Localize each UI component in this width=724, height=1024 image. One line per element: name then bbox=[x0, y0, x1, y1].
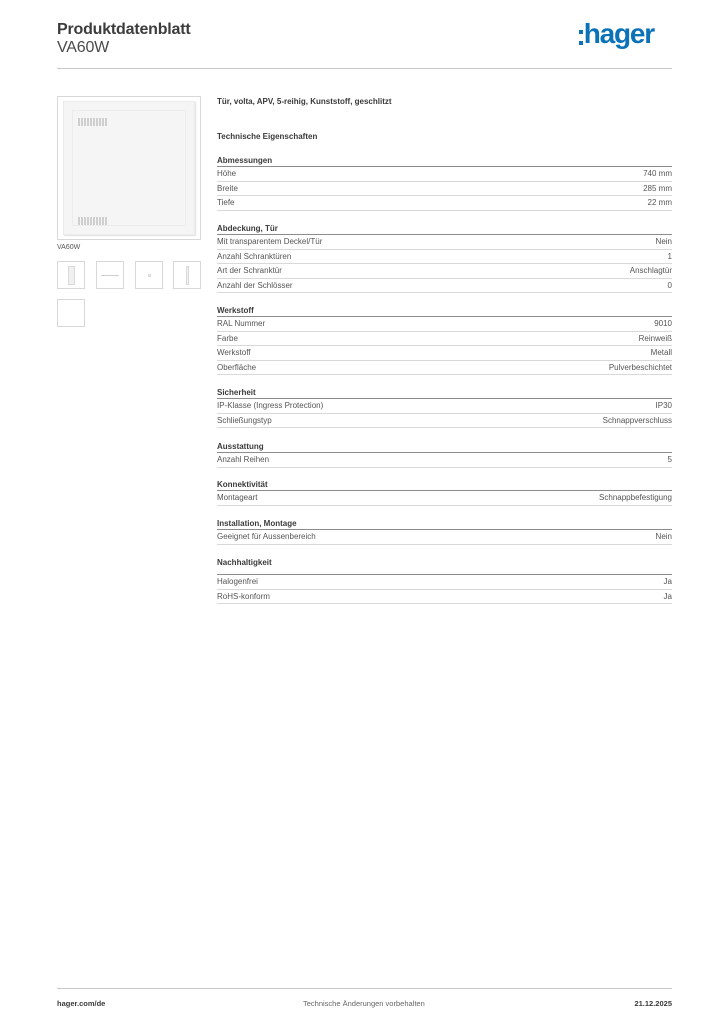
section-werkstoff bbox=[217, 305, 672, 375]
row-value: Reinweiß bbox=[638, 333, 672, 343]
footer-website-link[interactable]: hager.com/de bbox=[57, 999, 106, 1008]
table-row bbox=[217, 317, 672, 332]
thumbnail-1[interactable] bbox=[57, 261, 85, 289]
footer-date: 21.12.2025 bbox=[634, 999, 672, 1008]
row-value: 0 bbox=[667, 280, 672, 290]
row-label: Anzahl der Schlösser bbox=[217, 280, 293, 290]
section-installation-montage bbox=[217, 518, 672, 545]
row-label: Montageart bbox=[217, 493, 258, 502]
row-label: Geeignet für Aussenbereich bbox=[217, 532, 316, 541]
section-konnektivitaet bbox=[217, 479, 672, 506]
row-label: Anzahl Schranktüren bbox=[217, 251, 292, 261]
row-label: Oberfläche bbox=[217, 362, 257, 372]
table-row bbox=[217, 196, 672, 211]
product-image[interactable] bbox=[57, 96, 201, 240]
row-label: RAL Nummer bbox=[217, 319, 266, 328]
table-row bbox=[217, 279, 672, 294]
table-row bbox=[217, 332, 672, 347]
image-caption: VA60W bbox=[57, 244, 81, 251]
vent-slots-top bbox=[78, 118, 108, 126]
vent-slots-bottom bbox=[78, 217, 108, 225]
line-thumb-icon bbox=[101, 275, 119, 276]
row-value: Schnappverschluss bbox=[602, 415, 672, 425]
properties-heading: Technische Eigenschaften bbox=[217, 132, 318, 141]
row-value: Schnappbefestigung bbox=[599, 493, 672, 502]
row-value: 1 bbox=[667, 251, 672, 261]
row-value: 5 bbox=[667, 455, 672, 464]
row-value: Ja bbox=[663, 591, 672, 601]
product-description: Tür, volta, APV, 5-reihig, Kunststoff, geschlitzt bbox=[217, 97, 392, 106]
section-title: Konnektivität bbox=[217, 479, 672, 491]
thumbnail-4[interactable] bbox=[173, 261, 201, 289]
row-label: Farbe bbox=[217, 333, 238, 343]
row-value: 9010 bbox=[654, 319, 672, 328]
side-thumb-icon bbox=[186, 266, 189, 285]
row-value: Pulverbeschichtet bbox=[608, 362, 672, 372]
row-value: Nein bbox=[655, 532, 672, 541]
table-row bbox=[217, 399, 672, 414]
dot-thumb-icon bbox=[148, 274, 151, 277]
row-value: 740 mm bbox=[643, 169, 672, 178]
row-label: Tiefe bbox=[217, 198, 235, 207]
table-row bbox=[217, 182, 672, 197]
row-label: IP-Klasse (Ingress Protection) bbox=[217, 401, 324, 410]
row-label: Art der Schranktür bbox=[217, 266, 282, 275]
footer-disclaimer: Technische Änderungen vorbehalten bbox=[303, 999, 425, 1008]
row-label: Breite bbox=[217, 183, 238, 193]
table-row bbox=[217, 250, 672, 265]
row-label: Mit transparentem Deckel/Tür bbox=[217, 237, 323, 246]
logo-text: hager bbox=[583, 18, 654, 49]
table-row bbox=[217, 346, 672, 361]
table-row bbox=[217, 590, 672, 605]
row-value: Nein bbox=[655, 237, 672, 246]
table-row bbox=[217, 491, 672, 506]
section-title: Abdeckung, Tür bbox=[217, 223, 672, 235]
section-title: Sicherheit bbox=[217, 387, 672, 399]
row-value: Metall bbox=[650, 348, 672, 357]
footer-divider bbox=[57, 988, 672, 989]
section-ausstattung bbox=[217, 441, 672, 468]
row-value: 22 mm bbox=[647, 198, 672, 207]
table-row bbox=[217, 414, 672, 429]
section-abdeckung-tuer bbox=[217, 223, 672, 293]
document-title: Produktdatenblatt bbox=[57, 21, 191, 38]
row-label: Werkstoff bbox=[217, 348, 251, 357]
row-value: Ja bbox=[663, 577, 672, 586]
section-title: Werkstoff bbox=[217, 305, 672, 317]
header-divider bbox=[57, 68, 672, 69]
row-label: Schließungstyp bbox=[217, 415, 272, 425]
row-value: IP30 bbox=[655, 401, 672, 410]
thumbnail-3[interactable] bbox=[135, 261, 163, 289]
row-label: Höhe bbox=[217, 169, 237, 178]
section-title: Abmessungen bbox=[217, 155, 672, 167]
hager-logo bbox=[579, 20, 654, 50]
logo-dots-icon bbox=[579, 30, 583, 45]
door-panel-icon bbox=[63, 101, 195, 235]
row-value: 285 mm bbox=[643, 183, 672, 193]
door-thumb-icon bbox=[68, 266, 75, 285]
table-row bbox=[217, 264, 672, 279]
row-label: Halogenfrei bbox=[217, 577, 258, 586]
table-row bbox=[217, 530, 672, 545]
section-abmessungen bbox=[217, 155, 672, 211]
row-value: Anschlagtür bbox=[629, 266, 672, 275]
table-row bbox=[217, 235, 672, 250]
row-label: RoHS-konform bbox=[217, 591, 270, 601]
section-title: Nachhaltigkeit bbox=[217, 557, 672, 575]
section-sicherheit bbox=[217, 387, 672, 428]
section-nachhaltigkeit bbox=[217, 557, 672, 604]
product-code: VA60W bbox=[57, 39, 110, 56]
table-row bbox=[217, 575, 672, 590]
table-row bbox=[217, 453, 672, 468]
table-row bbox=[217, 361, 672, 376]
section-title: Ausstattung bbox=[217, 441, 672, 453]
thumbnail-2[interactable] bbox=[96, 261, 124, 289]
table-row bbox=[217, 167, 672, 182]
section-title: Installation, Montage bbox=[217, 518, 672, 530]
thumbnail-5[interactable] bbox=[57, 299, 85, 327]
row-label: Anzahl Reihen bbox=[217, 455, 270, 464]
page-header bbox=[57, 20, 672, 70]
